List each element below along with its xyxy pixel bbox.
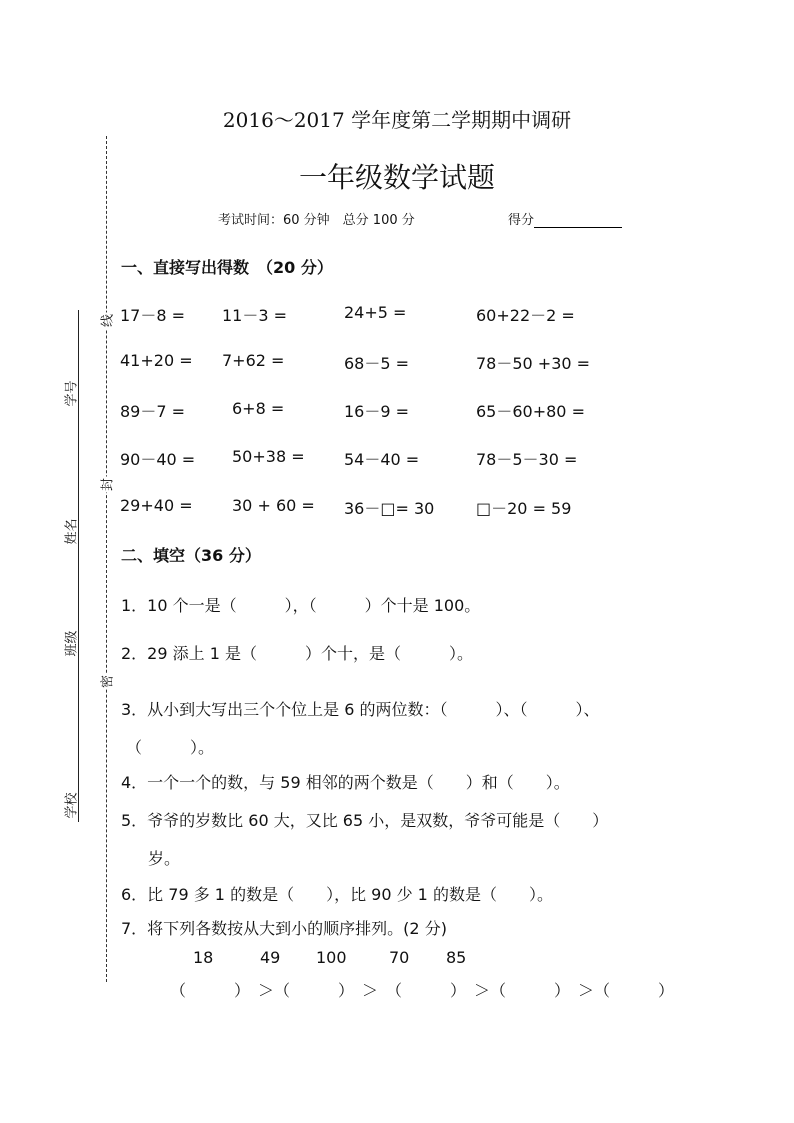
binding-dashed-line [106, 136, 107, 982]
equation: 78－5－30 = [476, 450, 578, 469]
exam-title: 一年级数学试题 [298, 161, 495, 194]
number-to-order: 70 [389, 948, 410, 967]
section2-title: 二、填空（36 分） [121, 546, 261, 565]
question-6: 6．比 79 多 1 的数是（ ），比 90 少 1 的数是（ ）。 [121, 885, 553, 904]
exam-term-title: 2016～2017 学年度第二学期期中调研 [222, 108, 572, 132]
equation: 54－40 = [344, 450, 420, 469]
equation: □－20 = 59 [476, 499, 572, 518]
question-3: 3．从小到大写出三个个位上是 6 的两位数：（ ）、（ ）、 [121, 700, 600, 719]
equation: 6+8 = [232, 399, 285, 418]
equation: 68－5 = [344, 354, 410, 373]
equation: 16－9 = [344, 402, 410, 421]
question-5-continued: 岁。 [148, 849, 181, 868]
equation: 24+5 = [344, 303, 407, 322]
equation: 90－40 = [120, 450, 196, 469]
exam-time-info: 考试时间：60 分钟 总分 100 分 [218, 213, 415, 228]
score-field [508, 209, 622, 228]
section1-title: 一、直接写出得数 （20 分） [121, 258, 333, 277]
seal-char-line: 线 [97, 313, 116, 329]
seal-char-secret: 密 [97, 674, 116, 690]
question-7: 7．将下列各数按从大到小的顺序排列。(2 分) [121, 919, 447, 938]
equation: 11－3 = [222, 306, 288, 325]
equation: 36－□= 30 [344, 499, 435, 518]
margin-label-name: 姓名 [64, 518, 80, 545]
number-to-order: 49 [260, 948, 281, 967]
equation: 30 + 60 = [232, 496, 315, 515]
equation: 65－60+80 = [476, 402, 585, 421]
question-2: 2．29 添上 1 是（ ）个十，是（ ）。 [121, 644, 473, 663]
equation: 50+38 = [232, 447, 305, 466]
equation: 60+22－2 = [476, 306, 575, 325]
equation: 29+40 = [120, 496, 193, 515]
equation: 17－8 = [120, 306, 186, 325]
number-to-order: 18 [193, 948, 214, 967]
margin-label-student-id: 学号 [64, 380, 80, 407]
question-5: 5．爷爷的岁数比 60 大，又比 65 小，是双数，爷爷可能是（ ） [121, 811, 609, 830]
question-4: 4．一个一个的数，与 59 相邻的两个数是（ ）和（ ）。 [121, 773, 570, 792]
margin-label-class: 班级 [64, 630, 80, 657]
question-1: 1．10 个一是（ ），（ ）个十是 100。 [121, 596, 481, 615]
score-blank[interactable] [534, 213, 622, 228]
score-label: 得分 [508, 213, 535, 228]
number-to-order: 100 [316, 948, 347, 967]
margin-label-school: 学校 [64, 792, 80, 819]
equation: 7+62 = [222, 351, 285, 370]
equation: 89－7 = [120, 402, 186, 421]
equation: 41+20 = [120, 351, 193, 370]
number-to-order: 85 [446, 948, 467, 967]
equation: 78－50 +30 = [476, 354, 591, 373]
ordering-answer-line: （ ） ＞（ ） ＞ （ ） ＞（ ） ＞（ ） [170, 981, 675, 1000]
question-3-continued: （ ）。 [126, 738, 215, 757]
seal-char-seal: 封 [97, 477, 116, 493]
